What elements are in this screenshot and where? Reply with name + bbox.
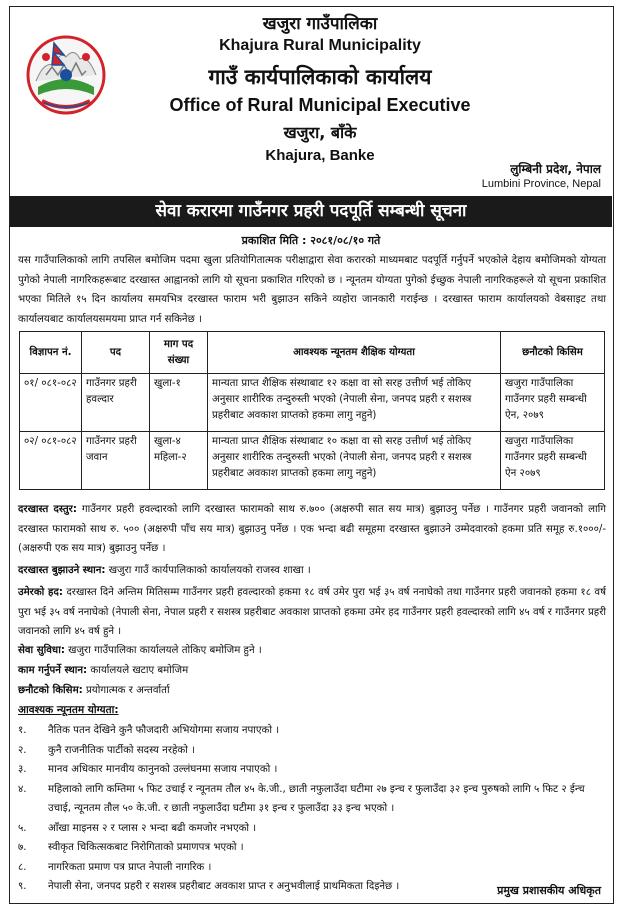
cell-post: गाउँनगर प्रहरी हवल्दार <box>82 374 150 432</box>
table-row <box>20 374 605 432</box>
place-nepali: खजुरा, बाँके <box>283 123 357 142</box>
cell-post: गाउँनगर प्रहरी जवान <box>82 432 150 490</box>
office-name-nepali: खजुरा गाउँपालिका <box>262 14 378 34</box>
list-item-number: २. <box>18 744 27 756</box>
table-header-row <box>20 332 605 374</box>
list-item-number: १. <box>18 725 27 736</box>
vacancy-table <box>19 331 605 490</box>
list-item-text: महिलाको लागि कम्तिमा ५ फिट उचाई र न्यूनतम तौल ४५ के.जी., छाती नफुलाउँदा घटीमा २७ इन्च र फुलाउँदा ३२ इन्च पुरुषको लागि ५ फिट २ ईन्च उचाई, न्यूनतम तौल ५० के.जी. र छाती नफुलाउँदा घटीमा ३१ इन्च र फुलाउँदा ३३ इन्च भएको । <box>48 783 585 814</box>
executive-office-nepali: गाउँ कार्यपालिकाको कार्यालय <box>208 65 432 89</box>
col-header-adv-no: विज्ञापन नं. <box>20 332 82 374</box>
province-english: Lumbini Province, Nepal <box>481 178 601 190</box>
submission-place-label: दरखास्त बुझाउने स्थान: <box>18 565 106 576</box>
list-item-number: ४. <box>18 783 27 795</box>
nepal-emblem-icon <box>24 31 108 115</box>
list-item <box>18 760 606 780</box>
list-item-text: नैतिक पतन देखिने कुनै फौजदारी अभियोगमा सजाय नपाएको । <box>48 725 280 736</box>
publish-date: प्रकाशित मिति : २०८१/०८/१० गते <box>241 234 381 247</box>
selection-type-text: प्रयोगात्मक र अन्तर्वार्ता <box>85 685 170 696</box>
list-item <box>18 819 606 839</box>
workplace-text: कार्यालयले खटाए बमोजिम <box>90 665 189 676</box>
notice-title-banner: सेवा करारमा गाउँनगर प्रहरी पदपूर्ति सम्बन्धी सूचना <box>10 196 612 227</box>
list-item-text: नेपाली सेना, जनपद प्रहरी र सशस्त्र प्रहरीबाट अवकाश प्राप्त र अनुभवीलाई प्राथमिकता दिइनेछ । <box>48 881 400 892</box>
list-item-number: ५. <box>18 822 27 834</box>
col-header-count: माग पद संख्या <box>150 332 208 374</box>
place-english: Khajura, Banke <box>265 147 375 164</box>
list-item-number: ३. <box>18 764 27 775</box>
list-item <box>18 721 606 741</box>
list-item-text: कुनै राजनीतिक पार्टीको सदस्य नरहेको । <box>48 744 195 756</box>
list-item-text: मानव अधिकार मानवीय कानुनको उल्लंघनमा सजाय नपाएको । <box>48 764 278 775</box>
requirements-list <box>18 721 606 897</box>
list-item-number: ८. <box>18 861 27 873</box>
executive-office-english: Office of Rural Municipal Executive <box>169 95 471 115</box>
cell-selection: खजुरा गाउँपालिका गाउँनगर प्रहरी सम्बन्धी ऐन २०७९ <box>501 432 605 490</box>
province-nepali: लुम्बिनी प्रदेश, नेपाल <box>510 162 601 176</box>
list-item-text: नागरिकता प्रमाण पत्र प्राप्त नेपाली नागरिक । <box>48 861 212 873</box>
selection-type-section <box>18 681 606 701</box>
notice-page <box>9 6 614 904</box>
intro-paragraph: यस गाउँपालिकाको लागि तपसिल बमोजिम पदमा खुला प्रतियोगितात्मक परीक्षाद्वारा सेवा करारको माध्यमबाट पदपूर्ति गर्नुपर्ने भएकोले देहाय बमोजिमको योग्यता पुगेको नेपाली नागरिकहरूबाट दरखास्त आह्वानको लागि यो सूचना प्रकाशित गरिएको छ । न्यूनतम योग्यता पुगेको ईच्छुक नेपाली नागरिकहरूले यो सूचना प्रकाशित भएका मितिले १५ दिन कार्यालय समयभित्र दरखास्त फाराम भरी बुझाउन सकिने व्यहोरा जानकारी गराईन्छ । दरखास्त फाराम कार्यालयको वेबसाइट तथा कार्यालयबाट कार्यालयसमयमा प्राप्त गर्न सकिनेछ । <box>18 255 606 325</box>
col-header-post: पद <box>82 332 150 374</box>
signature-title: प्रमुख प्रशासकीय अधिकृत <box>497 884 601 897</box>
cell-count: खुला-१ <box>150 374 208 432</box>
table-row <box>20 432 605 490</box>
workplace-label: काम गर्नुपर्ने स्थान: <box>18 665 88 676</box>
submission-place-text: खजुरा गाउँ कार्यपालिकाको कार्यालयको राजस्व शाखा । <box>108 565 311 576</box>
col-header-qualification: आवश्यक न्यूनतम शैक्षिक योग्यता <box>208 332 501 374</box>
col-header-selection: छनौटको किसिम <box>501 332 605 374</box>
service-benefit-label: सेवा सुविधा: <box>18 645 65 656</box>
submission-place-section <box>18 561 606 581</box>
cell-adv-no: ०२/ ०८१-०८२ <box>20 432 82 490</box>
service-benefit-text: खजुरा गाउँपालिका कार्यालयले तोकिए बमोजिम हुने । <box>68 645 262 656</box>
list-item <box>18 780 606 819</box>
age-limit-label: उमेरको हद: <box>18 587 63 598</box>
cell-adv-no: ०१/ ०८१-०८२ <box>20 374 82 432</box>
cell-count: खुला-४ महिला-२ <box>150 432 208 490</box>
list-item <box>18 838 606 858</box>
office-name-english: Khajura Rural Municipality <box>219 37 421 54</box>
age-limit-text: दरखास्त दिने अन्तिम मितिसम्म गाउँनगर प्रहरी हवल्दारको हकमा १८ वर्ष उमेर पुरा भई ३५ वर्ष ननाघेको तथा गाउँनगर प्रहरी जवानको हकमा १८ वर्ष पुरा भई ३५ वर्ष ननाघेको (नेपाली सेना, नेपाल प्रहरी र सशस्त्र प्रहरीबाट अवकाश प्राप्तको हकमा उमेर हद गाउँनगर प्रहरी हवल्दारको लागि ४५ वर्ष र गाउँनगर प्रहरी जवानको लागि ४५ वर्ष हुने । <box>18 587 606 637</box>
application-fee-section <box>18 500 606 559</box>
requirements-title: आवश्यक न्यूनतम योग्यता: <box>18 704 119 716</box>
list-item <box>18 741 606 761</box>
cell-selection: खजुरा गाउँपालिका गाउँनगर प्रहरी सम्बन्धी ऐन, २०७९ <box>501 374 605 432</box>
list-item <box>18 858 606 878</box>
application-fee-label: दरखास्त दस्तुर: <box>18 504 77 515</box>
list-item-number: ७. <box>18 842 27 853</box>
cell-qualification: मान्यता प्राप्त शैक्षिक संस्थाबाट १२ कक्षा वा सो सरह उत्तीर्ण भई तोकिए अनुसार शारीरिक तन्दुरुस्ती भएको (नेपाली सेना, जनपद प्रहरी र सशस्त्र प्रहरीबाट अवकाश प्राप्तको हकमा लागु नहुने) <box>208 374 501 432</box>
selection-type-label: छनौटको किसिम: <box>18 685 83 696</box>
list-item-text: आँखा माइनस २ र प्लास २ भन्दा बढी कमजोर नभएको । <box>48 822 257 834</box>
workplace-section <box>18 661 606 681</box>
list-item-number: ९. <box>18 881 27 892</box>
cell-qualification: मान्यता प्राप्त शैक्षिक संस्थाबाट १० कक्षा वा सो सरह उत्तीर्ण भई तोकिए अनुसार शारीरिक तन्दुरुस्ती भएको (नेपाली सेना, जनपद प्रहरी र सशस्त्र प्रहरीबाट अवकाश प्राप्तको हकमा लागु नहुने) <box>208 432 501 490</box>
age-limit-section <box>18 583 606 642</box>
service-benefit-section <box>18 641 606 661</box>
list-item-text: स्वीकृत चिकित्सकबाट निरोगिताको प्रमाणपत्र भएको । <box>48 842 244 853</box>
application-fee-text: गाउँनगर प्रहरी हवल्दारको लागि दरखास्त फारामको साथ रु.७०० (अक्षरुपी सात सय मात्र) बुझाउनु पर्नेछ । गाउँनगर प्रहरी जवानको लागि दरखास्त फारामको साथ रु. ५०० (अक्षरुपी पाँच सय मात्र) बुझाउनु पर्नेछ । एक भन्दा बढी समूहमा दरखास्त बुझाउने उम्मेदवारको हकमा प्रति समूह रु.१०००/- (अक्षरुपी एक सय मात्र) बुझाउनु पर्नेछ । <box>18 504 606 554</box>
